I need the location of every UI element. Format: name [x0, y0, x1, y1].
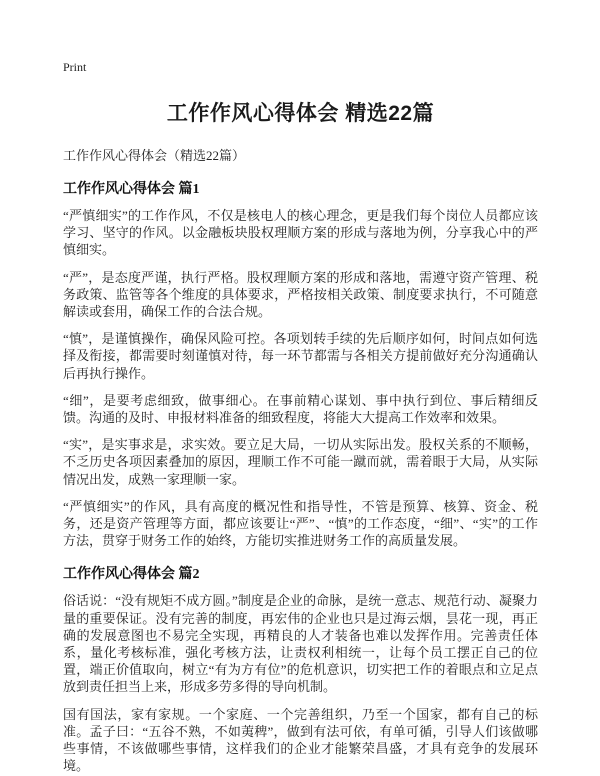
page-title: 工作作风心得体会 精选22篇 [166, 102, 435, 125]
section-1 [63, 178, 538, 549]
paragraph: 国有国法，家有家规。一个家庭、一个完善组织，乃至一个国家，都有自己的标准。孟子曰：“五谷不熟，不如荑稗”，做到有法可依，有单可循，引导人们该做哪些事情，不该做哪些事情，这样我们的企业才能繁荣昌盛，才具有竞争的发展环境。 [63, 706, 538, 774]
section-2 [63, 563, 538, 774]
paragraph: “严慎细实”的作风，具有高度的概况性和指导性，不管是预算、核算、资金、税务，还是资产管理等方面，都应该要让“严”、“慎”的工作态度，“细”、“实”的工作方法，贯穿于财务工作的始终，方能切实推进财务工作的高质量发展。 [63, 498, 538, 549]
paragraph: “严慎细实”的工作作风，不仅是核电人的核心理念，更是我们每个岗位人员都应该学习、坚守的作风。以金融板块股权理顺方案的形成与落地为例，分享我心中的严慎细实。 [63, 208, 538, 258]
paragraph: “严”，是态度严谨，执行严格。股权理顺方案的形成和落地，需遵守资产管理、税务政策、监管等各个维度的具体要求，严格按相关政策、制度要求执行，不可随意解读或套用，确保工作的合法合规。 [63, 269, 538, 320]
section-heading-2: 工作作风心得体会 篇2 [63, 567, 200, 583]
paragraph: “实”，是实事求是，求实效。要立足大局，一切从实际出发。股权关系的不顺畅，不乏历史各项因素叠加的原因，理顺工作不可能一蹴而就，需着眼于大局，从实际情况出发，成熟一家理顺一家。 [63, 437, 538, 487]
paragraph: 俗话说：“没有规矩不成方圆。”制度是企业的命脉，是统一意志、规范行动、凝聚力量的重要保证。没有完善的制度，再宏伟的企业也只是过海云烟，昙花一现，再正确的发展意图也不易完全实现，再精良的人才装备也难以发挥作用。完善责任体系，量化考核标准，强化考核方法，让责权利相统一，让每个员工摆正自己的位置，端正价值取向，树立“有为方有位”的危机意识，切实把工作的着眼点和立足点放到责任担当上来，形成多劳多得的导向机制。 [63, 593, 538, 695]
paragraph: “细”，是要考虑细致，做事细心。在事前精心谋划、事中执行到位、事后精细反馈。沟通的及时、申报材料准备的细致程度，将能大大提高工作效率和效果。 [63, 392, 538, 426]
page-subtitle: 工作作风心得体会（精选22篇） [63, 148, 246, 163]
print-link[interactable]: Print [63, 60, 87, 74]
paragraph: “慎”，是谨慎操作，确保风险可控。各项划转手续的先后顺序如何，时间点如何选择及衔接，都需要时刻谨慎对待，每一环节都需与各相关方提前做好充分沟通确认后再执行操作。 [63, 331, 538, 381]
section-heading-1: 工作作风心得体会 篇1 [63, 182, 200, 197]
